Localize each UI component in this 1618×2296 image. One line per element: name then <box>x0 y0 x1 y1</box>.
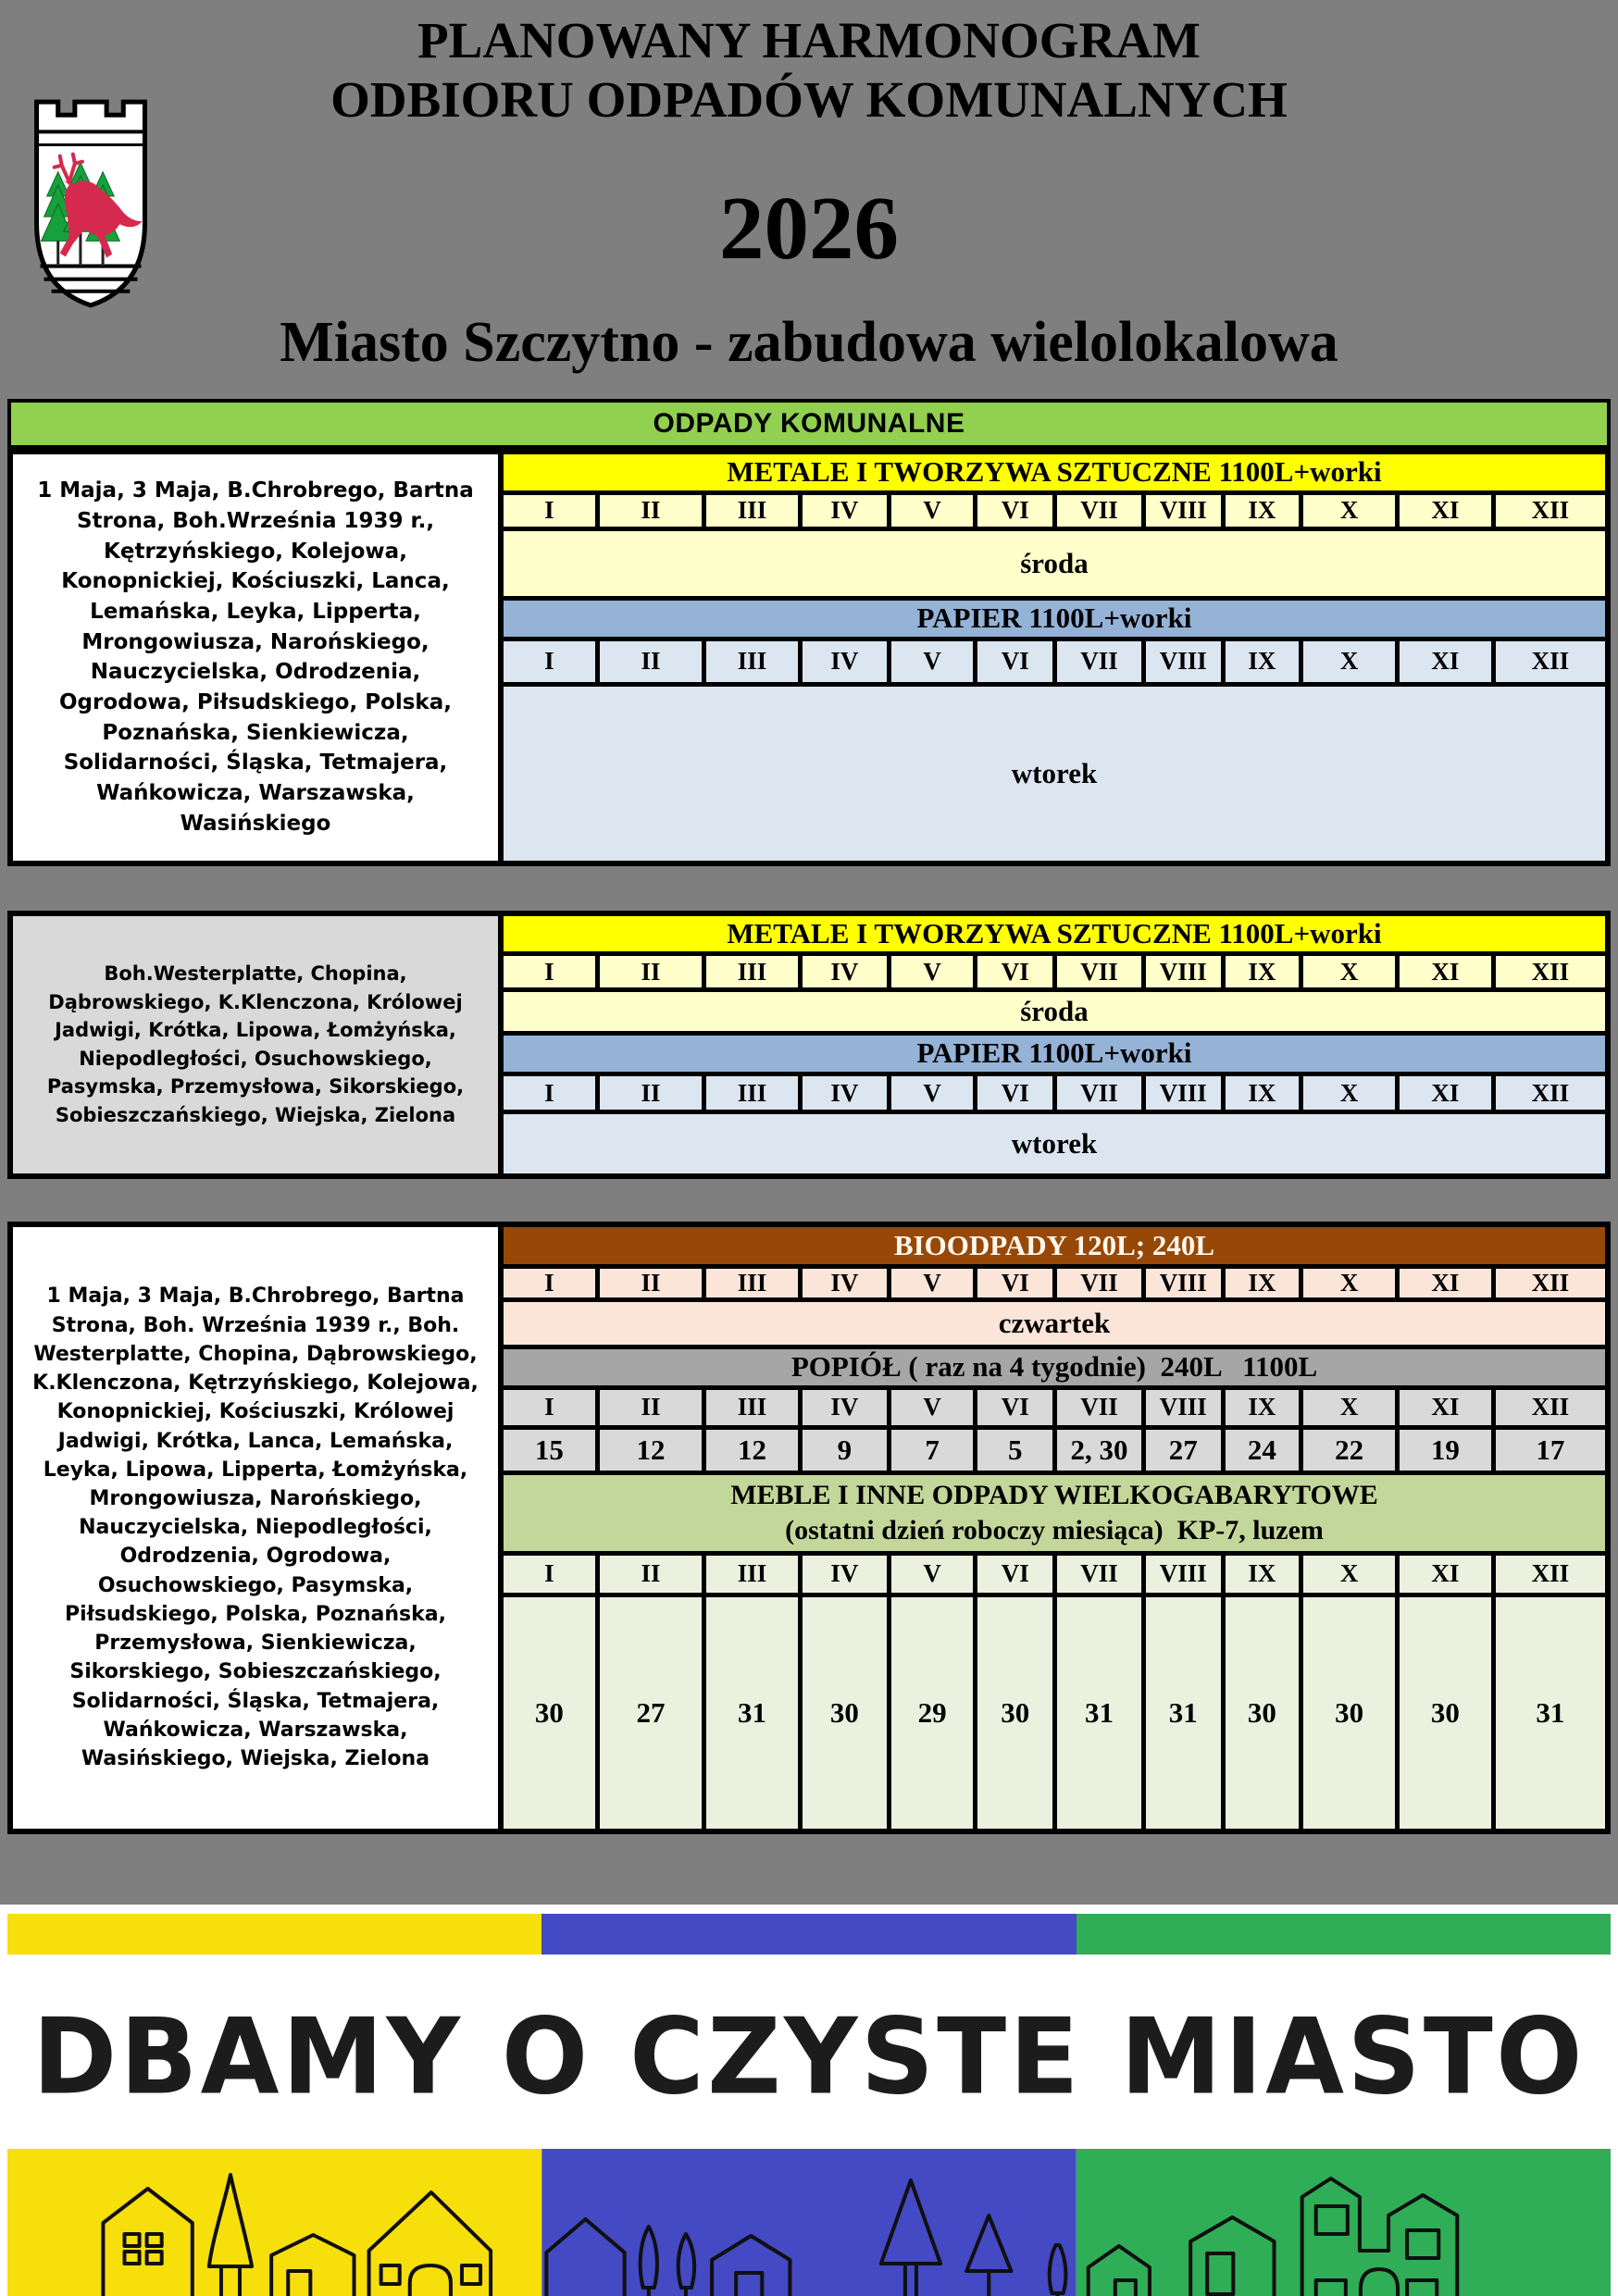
waste-type-header: PAPIER 1100L+worki <box>504 1036 1605 1072</box>
month-row <box>504 1076 1605 1110</box>
month-cell: XI <box>1400 641 1491 682</box>
date-cell: 30 <box>977 1597 1052 1829</box>
title-line-1: PLANOWANY HARMONOGRAM <box>417 12 1201 68</box>
month-cell: VI <box>977 495 1052 527</box>
month-cell: XI <box>1400 495 1491 527</box>
slogan-row <box>7 1995 1611 2118</box>
month-cell: IV <box>803 956 887 987</box>
date-cell: 27 <box>600 1597 702 1829</box>
date-cell: 5 <box>977 1430 1052 1471</box>
footer <box>0 1905 1618 2296</box>
month-cell: VIII <box>1146 1269 1221 1297</box>
month-row <box>504 1390 1605 1425</box>
schedule-section-3 <box>7 1222 1611 1834</box>
month-cell: II <box>600 1076 702 1110</box>
month-cell: X <box>1303 1556 1395 1593</box>
month-cell: IV <box>803 1390 887 1425</box>
month-cell: VIII <box>1146 1390 1221 1425</box>
schedule-table <box>504 1227 1605 1829</box>
month-cell: VI <box>977 1390 1052 1425</box>
month-cell: XII <box>1496 1269 1605 1297</box>
month-cell: VIII <box>1146 956 1221 987</box>
blue-strip-segment <box>541 1914 1076 1955</box>
month-cell: X <box>1303 1390 1395 1425</box>
schedule-section-2 <box>7 911 1611 1180</box>
date-cell: 12 <box>600 1430 702 1471</box>
yellow-strip-segment <box>7 1914 541 1955</box>
month-cell: VII <box>1057 1269 1141 1297</box>
date-cell: 22 <box>1303 1430 1395 1471</box>
collection-day: wtorek <box>504 1114 1605 1173</box>
month-cell: I <box>504 641 595 682</box>
month-cell: IX <box>1226 1269 1300 1297</box>
month-cell: I <box>504 1556 595 1593</box>
month-cell: IV <box>803 1076 887 1110</box>
month-cell: VII <box>1057 495 1141 527</box>
month-row <box>504 495 1605 527</box>
date-cell: 30 <box>1303 1597 1395 1829</box>
month-cell: VIII <box>1146 495 1221 527</box>
collection-dates-row <box>504 1430 1605 1471</box>
color-strip <box>7 1914 1611 1955</box>
date-cell: 30 <box>1226 1597 1300 1829</box>
month-cell: V <box>891 956 974 987</box>
month-cell: XI <box>1400 1556 1491 1593</box>
date-cell: 12 <box>706 1430 798 1471</box>
year-label: 2026 <box>719 178 899 278</box>
month-row <box>504 956 1605 987</box>
section-separator <box>7 1179 1611 1222</box>
month-cell: VI <box>977 1269 1052 1297</box>
month-cell: I <box>504 495 595 527</box>
month-cell: III <box>706 641 798 682</box>
month-cell: IX <box>1226 1556 1300 1593</box>
streets-list: Boh.Westerplatte, Chopina, Dąbrowskiego, K.Klenczona, Królowej Jadwigi, Krótka, Lipowa, Łomżyńska, Niepodległości, Osuchowskiego, Pasymska, Przemysłowa, Sikorskiego, Sobieszczańskiego, Wiejska, Zielona <box>13 916 498 1174</box>
month-cell: VIII <box>1146 641 1221 682</box>
month-cell: XII <box>1496 1076 1605 1110</box>
month-cell: VIII <box>1146 1076 1221 1110</box>
month-cell: II <box>600 956 702 987</box>
poster-title <box>7 0 1611 130</box>
waste-category-banner: ODPADY KOMUNALNE <box>7 399 1611 449</box>
month-cell: IX <box>1226 1076 1300 1110</box>
month-cell: IV <box>803 495 887 527</box>
date-cell: 30 <box>803 1597 887 1829</box>
collection-day: środa <box>504 531 1605 596</box>
month-cell: XII <box>1496 641 1605 682</box>
streets-list: 1 Maja, 3 Maja, B.Chrobrego, Bartna Strona, Boh. Września 1939 r., Boh. Westerplatte, Chopina, Dąbrowskiego, K.Klenczona, Kętrzyńskiego, Kolejowa, Konopnickiej, Kościuszki, Królowej Jadwigi, Krótka, Lanca, Lemańska, Leyka, Lipowa, Lipperta, Łomżyńska, Mrongowiusza, Narońskiego, Nauczycielska, Niepodległości, Odrodzenia, Ogrodowa, Osuchowskiego, Pasymska, Piłsudskiego, Polska, Poznańska, Przemysłowa, Sienkiewicza, Sikorskiego, Sobieszczańskiego, Solidarności, Śląska, Tetmajera, Wańkowicza, Warszawska, Wasińskiego, Wiejska, Zielona <box>13 1227 498 1829</box>
date-cell: 31 <box>706 1597 798 1829</box>
month-cell: V <box>891 1269 974 1297</box>
month-cell: VII <box>1057 1556 1141 1593</box>
collection-dates-row <box>504 1597 1605 1829</box>
date-cell: 27 <box>1146 1430 1221 1471</box>
month-cell: XII <box>1496 495 1605 527</box>
waste-type-header: METALE I TWORZYWA SZTUCZNE 1100L+worki <box>504 454 1605 490</box>
month-cell: V <box>891 1076 974 1110</box>
month-cell: IV <box>803 641 887 682</box>
month-cell: I <box>504 1076 595 1110</box>
month-cell: IV <box>803 1269 887 1297</box>
month-cell: III <box>706 1556 798 1593</box>
month-cell: III <box>706 1390 798 1425</box>
month-cell: IV <box>803 1556 887 1593</box>
slogan-text: DBAMY O CZYSTE MIASTO <box>32 1995 1586 2118</box>
month-cell: XI <box>1400 956 1491 987</box>
month-cell: II <box>600 1390 702 1425</box>
month-cell: II <box>600 495 702 527</box>
month-cell: III <box>706 495 798 527</box>
title-line-2: ODBIORU ODPADÓW KOMUNALNYCH <box>330 70 1288 128</box>
date-cell: 24 <box>1226 1430 1300 1471</box>
green-strip-segment <box>1077 1914 1611 1955</box>
month-cell: XI <box>1400 1076 1491 1110</box>
date-cell: 19 <box>1400 1430 1491 1471</box>
month-cell: VII <box>1057 1390 1141 1425</box>
month-cell: VII <box>1057 956 1141 987</box>
month-cell: IX <box>1226 495 1300 527</box>
date-cell: 9 <box>803 1430 887 1471</box>
month-cell: VII <box>1057 641 1141 682</box>
month-cell: III <box>706 1269 798 1297</box>
month-cell: IX <box>1226 641 1300 682</box>
month-cell: XI <box>1400 1269 1491 1297</box>
schedule-table <box>504 916 1605 1174</box>
cityscape-band <box>7 2149 1611 2296</box>
month-cell: VIII <box>1146 1556 1221 1593</box>
month-cell: XII <box>1496 1556 1605 1593</box>
collection-day: wtorek <box>504 687 1605 861</box>
month-cell: X <box>1303 641 1395 682</box>
month-row <box>504 1269 1605 1297</box>
waste-type-header: PAPIER 1100L+worki <box>504 601 1605 637</box>
date-cell: 17 <box>1496 1430 1605 1471</box>
header-line-1: MEBLE I INNE ODPADY WIELKOGABARYTOWE <box>730 1480 1378 1511</box>
schedule-section-1 <box>7 449 1611 866</box>
month-cell: III <box>706 956 798 987</box>
header-line-2: (ostatni dzień roboczy miesiąca) KP-7, luzem <box>785 1514 1324 1545</box>
month-cell: I <box>504 1390 595 1425</box>
month-cell: II <box>600 1556 702 1593</box>
month-row <box>504 641 1605 682</box>
month-cell: VI <box>977 1076 1052 1110</box>
date-cell: 30 <box>504 1597 595 1829</box>
date-cell: 31 <box>1057 1597 1141 1829</box>
month-cell: XII <box>1496 956 1605 987</box>
month-cell: V <box>891 495 974 527</box>
month-cell: V <box>891 1390 974 1425</box>
month-cell: II <box>600 1269 702 1297</box>
month-cell: I <box>504 956 595 987</box>
month-cell: V <box>891 641 974 682</box>
month-cell: XI <box>1400 1390 1491 1425</box>
szczytno-coat-of-arms-icon <box>20 83 161 316</box>
waste-type-header <box>504 1475 1605 1551</box>
month-cell: X <box>1303 1076 1395 1110</box>
month-cell: XII <box>1496 1390 1605 1425</box>
section-separator <box>7 866 1611 911</box>
waste-type-header: POPIÓŁ ( raz na 4 tygodnie) 240L 1100L <box>504 1349 1605 1385</box>
month-cell: III <box>706 1076 798 1110</box>
month-cell: VI <box>977 956 1052 987</box>
month-cell: X <box>1303 1269 1395 1297</box>
schedule-table <box>504 454 1605 861</box>
date-cell: 2, 30 <box>1057 1430 1141 1471</box>
collection-day: czwartek <box>504 1302 1605 1345</box>
date-cell: 31 <box>1496 1597 1605 1829</box>
cityscape-graphic <box>7 2149 1611 2296</box>
streets-list: 1 Maja, 3 Maja, B.Chrobrego, Bartna Strona, Boh.Września 1939 r., Kętrzyńskiego, Kolejowa, Konopnickiej, Kościuszki, Lanca, Lemańska, Leyka, Lipperta, Mrongowiusza, Narońskiego, Nauczycielska, Odrodzenia, Ogrodowa, Piłsudskiego, Polska, Poznańska, Sienkiewicza, Solidarności, Śląska, Tetmajera, Wańkowicza, Warszawska, Wasińskiego <box>13 454 498 861</box>
subtitle: Miasto Szczytno - zabudowa wielolokalowa <box>280 310 1338 374</box>
month-row <box>504 1556 1605 1593</box>
month-cell: X <box>1303 495 1395 527</box>
month-cell: VII <box>1057 1076 1141 1110</box>
month-cell: VI <box>977 641 1052 682</box>
collection-day: środa <box>504 992 1605 1031</box>
waste-type-header: BIOODPADY 120L; 240L <box>504 1227 1605 1264</box>
masthead <box>7 0 1611 399</box>
waste-type-header: METALE I TWORZYWA SZTUCZNE 1100L+worki <box>504 916 1605 952</box>
month-cell: IX <box>1226 1390 1300 1425</box>
month-cell: VI <box>977 1556 1052 1593</box>
date-cell: 30 <box>1400 1597 1491 1829</box>
date-cell: 15 <box>504 1430 595 1471</box>
month-cell: V <box>891 1556 974 1593</box>
date-cell: 29 <box>891 1597 974 1829</box>
month-cell: IX <box>1226 956 1300 987</box>
date-cell: 31 <box>1146 1597 1221 1829</box>
month-cell: I <box>504 1269 595 1297</box>
date-cell: 7 <box>891 1430 974 1471</box>
month-cell: X <box>1303 956 1395 987</box>
month-cell: II <box>600 641 702 682</box>
